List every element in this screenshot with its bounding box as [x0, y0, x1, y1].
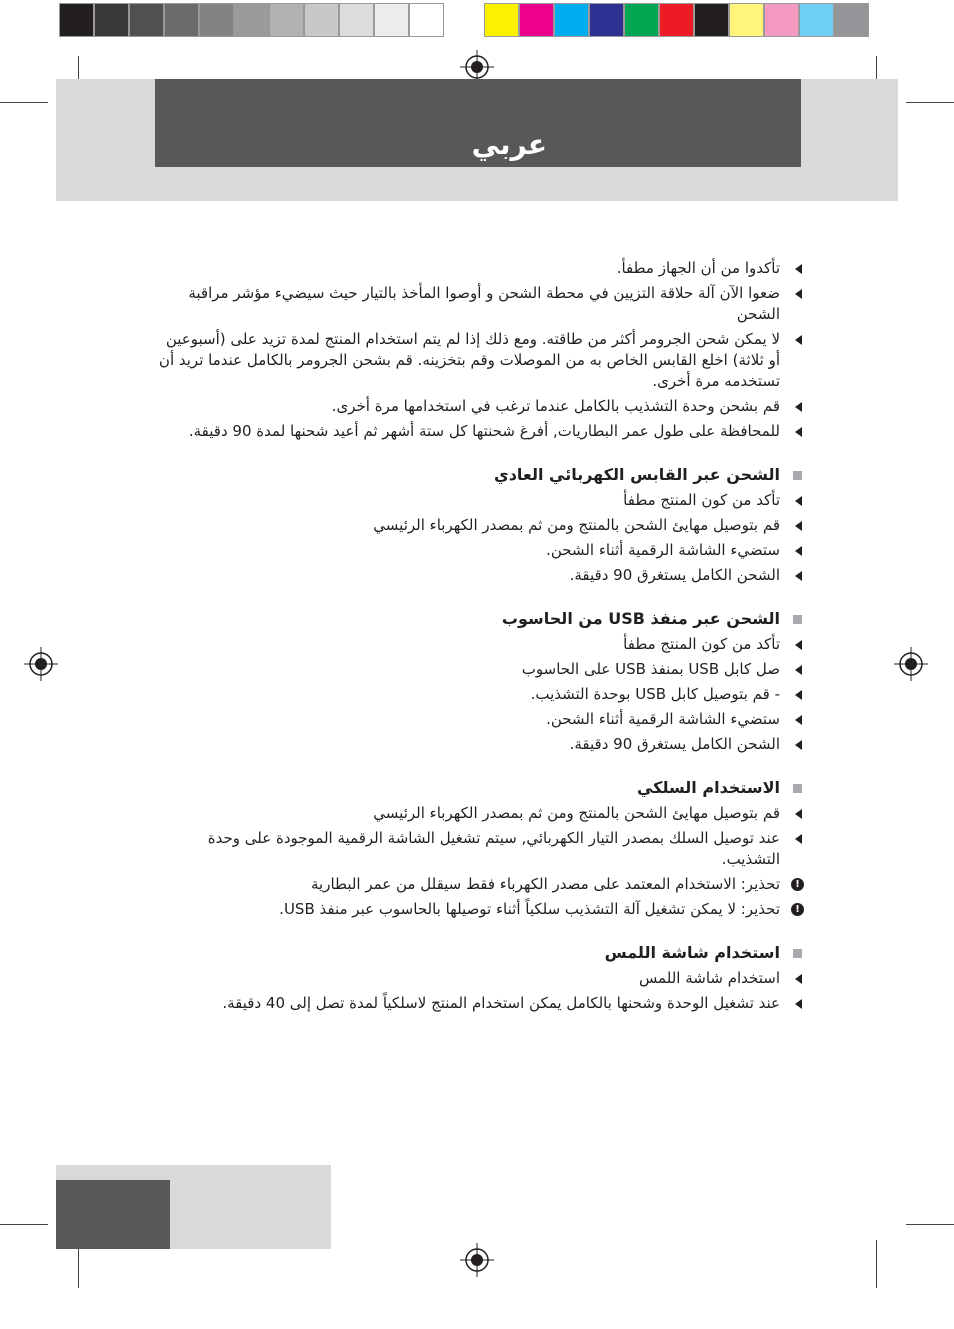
square-bullet-icon [793, 615, 802, 624]
page-number-box [56, 1180, 170, 1249]
document-body [150, 258, 800, 1036]
list-item-text: صل كابل USB بمنفذ USB على الحاسوب [521, 660, 780, 678]
registration-mark-icon [460, 1243, 494, 1277]
triangle-bullet-icon [795, 809, 802, 819]
color-swatch [484, 3, 519, 37]
list-item-text: تأكد من كون المنتج مطفأ [623, 491, 780, 509]
triangle-bullet-icon [795, 427, 802, 437]
square-bullet-icon [793, 784, 802, 793]
triangle-bullet-icon [795, 335, 802, 345]
crop-mark [0, 102, 48, 103]
color-swatch [764, 3, 799, 37]
crop-mark [876, 1240, 877, 1288]
triangle-bullet-icon [795, 289, 802, 299]
triangle-bullet-icon [795, 690, 802, 700]
color-swatch [694, 3, 729, 37]
triangle-bullet-icon [795, 640, 802, 650]
list-item-text: استخدام شاشة اللمس [638, 969, 780, 987]
crop-mark [0, 1224, 48, 1225]
gray-swatch [304, 3, 339, 37]
list-item-text: قم بتوصيل مهايئ الشحن بالمنتج ومن ثم بمصدر الكهرباء الرئيسي [373, 804, 780, 822]
list-item-text: عند تشغيل الوحدة وشحنها بالكامل يمكن استخدام المنتج لاسلكياً لمدة تصل إلى 40 دقيقة. [222, 994, 780, 1012]
triangle-bullet-icon [795, 740, 802, 750]
list-item [150, 684, 780, 705]
triangle-bullet-icon [795, 264, 802, 274]
color-swatch [799, 3, 834, 37]
gray-swatch [199, 3, 234, 37]
list-item-text: تحذير: لا يمكن تشغيل آلة التشذيب سلكياً أثناء توصيلها بالحاسوب عبر منفذ USB. [279, 900, 780, 918]
list-item-text: تأكد من كون المنتج مطفأ [623, 635, 780, 653]
section [150, 258, 780, 442]
section-heading-text: استخدام شاشة اللمس [604, 943, 780, 962]
list-item-text: للمحافظة على طول عمر البطاريات, أفرغ شحنتها كل ستة أشهر ثم أعيد شحنها لمدة 90 دقيقة. [188, 422, 780, 440]
triangle-bullet-icon [795, 546, 802, 556]
list-item-text: قم بتوصيل مهايئ الشحن بالمنتج ومن ثم بمصدر الكهرباء الرئيسي [373, 516, 780, 534]
section-heading-text: الشحن عبر منفذ USB من الحاسوب [501, 609, 780, 628]
list-item-text: ستضيء الشاشة الرقمية أثناء الشحن. [546, 541, 780, 559]
color-swatch [624, 3, 659, 37]
list-item-text: تأكدوا من أن الجهاز مطفأ. [616, 259, 780, 277]
list-item [150, 565, 780, 586]
list-item-text: ضعوا الآن آلة حلاقة التزيين في محطة الشحن و أوصوا المأخذ بالتيار حيث سيضيء مؤشر مراقبة الشحن [188, 284, 780, 323]
triangle-bullet-icon [795, 834, 802, 844]
list-item-text: لا يمكن شحن الجرومر أكثر من طاقته. ومع ذلك إذا لم يتم استخدام المنتج لمدة تزيد على (أسبوعين أو ثلاثة) اخلع القابس الخاص به من الموصلات وقم بتخزينه. قم بشحن الجرومر بالكامل عندما تريد أن تستخدمه مرة أخرى. [158, 330, 780, 390]
color-swatch [519, 3, 554, 37]
list-item [150, 734, 780, 755]
list-item [150, 329, 780, 392]
section [150, 464, 780, 586]
list-item [150, 803, 780, 824]
color-swatch [554, 3, 589, 37]
list-item [150, 540, 780, 561]
triangle-bullet-icon [795, 999, 802, 1009]
triangle-bullet-icon [795, 665, 802, 675]
registration-mark-icon [894, 647, 928, 681]
list-item-text: - قم بتوصيل كابل USB بوحدة التشذيب. [530, 685, 780, 703]
list-item [150, 659, 780, 680]
list-item [150, 515, 780, 536]
triangle-bullet-icon [795, 571, 802, 581]
warning-icon: ! [791, 903, 804, 916]
page-title: عربي [471, 128, 547, 161]
list-item-text: تحذير: الاستخدام المعتمد على مصدر الكهرباء فقط سيقلل من عمر البطارية [310, 875, 780, 893]
section [150, 777, 800, 920]
grayscale-calibration-bar [59, 3, 444, 37]
gray-swatch [164, 3, 199, 37]
section [150, 942, 780, 1014]
section-heading [150, 464, 780, 486]
bullet-list [150, 258, 780, 442]
gray-swatch [234, 3, 269, 37]
section-heading-text: الشحن عبر القابس الكهربائي العادي [494, 465, 780, 484]
section-heading [150, 777, 780, 799]
color-swatch [659, 3, 694, 37]
color-swatch [589, 3, 624, 37]
color-swatch [834, 3, 869, 37]
gray-swatch [129, 3, 164, 37]
section-heading-text: الاستخدام السلكي [636, 778, 780, 797]
gray-swatch [409, 3, 444, 37]
crop-mark [906, 102, 954, 103]
gray-swatch [94, 3, 129, 37]
registration-mark-icon [24, 647, 58, 681]
list-item [150, 899, 800, 920]
list-item [150, 634, 780, 655]
bullet-list [150, 968, 780, 1014]
bullet-list [150, 803, 800, 920]
list-item-text: الشحن الكامل يستغرق 90 دقيقة. [569, 566, 780, 584]
square-bullet-icon [793, 471, 802, 480]
section [150, 608, 780, 755]
bullet-list [150, 634, 780, 755]
list-item [150, 490, 780, 511]
triangle-bullet-icon [795, 715, 802, 725]
list-item [150, 283, 780, 325]
gray-swatch [339, 3, 374, 37]
triangle-bullet-icon [795, 496, 802, 506]
color-calibration-bar [484, 3, 869, 37]
list-item-text: قم بشحن وحدة التشذيب بالكامل عندما ترغب في استخدامها مرة أخرى. [331, 397, 780, 415]
list-item-text: ستضيء الشاشة الرقمية أثناء الشحن. [546, 710, 780, 728]
square-bullet-icon [793, 949, 802, 958]
list-item [150, 709, 780, 730]
warning-icon: ! [791, 878, 804, 891]
list-item [150, 874, 800, 895]
list-item [150, 396, 780, 417]
list-item [150, 828, 780, 870]
list-item-text: عند توصيل السلك بمصدر التيار الكهربائي, سيتم تشغيل الشاشة الرقمية الموجودة على وحدة التشذيب. [207, 829, 780, 868]
gray-swatch [269, 3, 304, 37]
crop-mark [906, 1224, 954, 1225]
gray-swatch [59, 3, 94, 37]
gray-swatch [374, 3, 409, 37]
color-swatch [729, 3, 764, 37]
triangle-bullet-icon [795, 521, 802, 531]
list-item [150, 421, 780, 442]
section-heading [150, 608, 780, 630]
list-item-text: الشحن الكامل يستغرق 90 دقيقة. [569, 735, 780, 753]
triangle-bullet-icon [795, 974, 802, 984]
list-item [150, 258, 780, 279]
triangle-bullet-icon [795, 402, 802, 412]
list-item [150, 968, 780, 989]
bullet-list [150, 490, 780, 586]
section-heading [150, 942, 780, 964]
list-item [150, 993, 780, 1014]
